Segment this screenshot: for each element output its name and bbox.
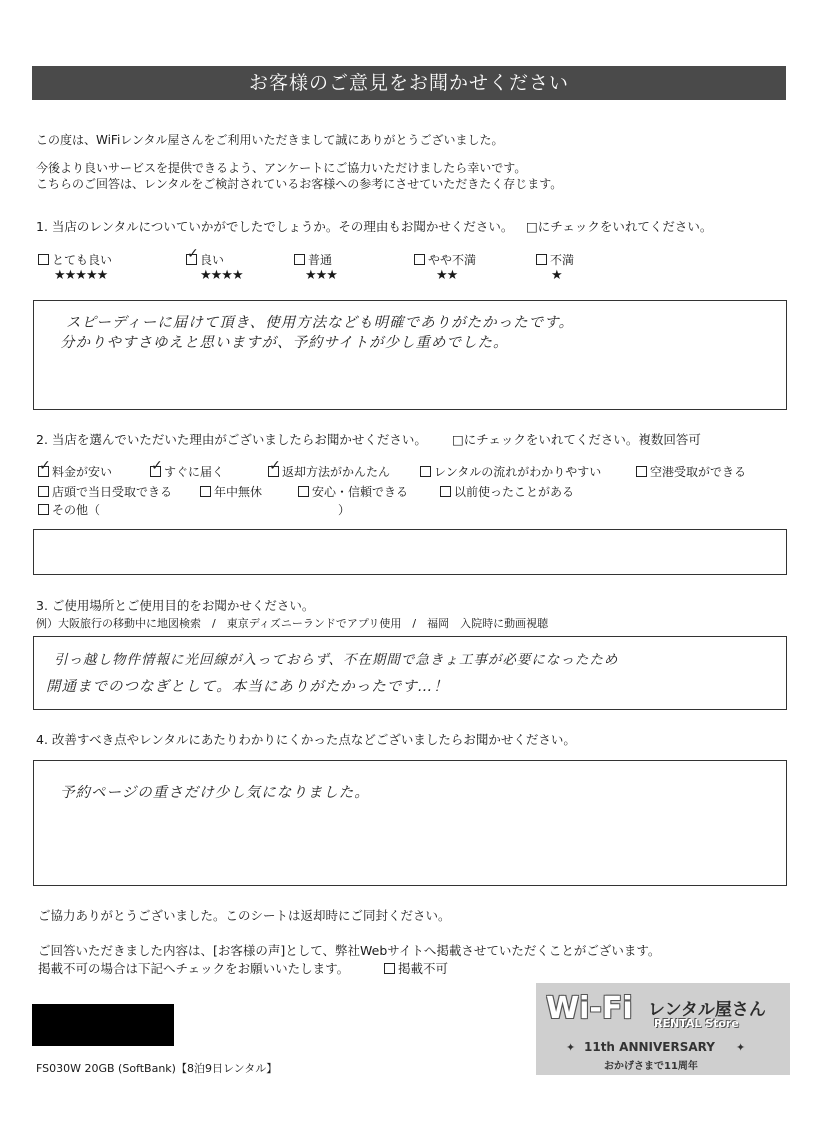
footer-notice-1: ご回答いただきました内容は、[お客様の声]として、弊社Webサイトへ掲載させていただくことがございます。 — [38, 943, 661, 958]
q1-stars-somewhat-unsatisfied: ★★ — [436, 268, 458, 283]
q4-answer-line-1: 予約ページの重さだけ少し気になりました。 — [60, 785, 370, 801]
q2-checkbox-easy-return[interactable] — [268, 466, 279, 477]
q1-instruction: □にチェックをいれてください。 — [526, 219, 713, 234]
q2-option-cheap[interactable]: ✓料金が安い — [38, 463, 112, 480]
logo-name: レンタル屋さん — [648, 1000, 766, 1020]
q2-checkbox-trustworthy[interactable] — [298, 486, 309, 497]
q2-answer-box[interactable] — [33, 529, 787, 575]
q2-checkbox-same-day-store[interactable] — [38, 486, 49, 497]
q2-checkbox-used-before[interactable] — [440, 486, 451, 497]
brand-logo — [536, 983, 790, 1075]
q1-option-average[interactable]: 普通 — [294, 251, 332, 268]
optout-checkbox[interactable] — [384, 963, 395, 974]
q4-answer-box[interactable] — [33, 760, 787, 886]
q1-option-good[interactable]: ✓良い — [186, 251, 224, 268]
q3-answer-line-2: 開通までのつなぎとして。本当にありがたかったです…！ — [46, 679, 449, 695]
q1-question: 1. 当店のレンタルについていかがでしたでしょうか。その理由もお聞かせください。 — [36, 219, 514, 234]
q1-stars-average: ★★★ — [305, 268, 337, 283]
q1-answer-line-1: スピーディーに届けて頂き、使用方法なども明確でありがたかったです。 — [66, 315, 575, 331]
redacted-block — [32, 1004, 174, 1046]
q1-checkbox-very-good[interactable] — [38, 254, 49, 265]
q2-checkbox-other[interactable] — [38, 504, 49, 515]
q2-option-clear-flow[interactable]: レンタルの流れがわかりやすい — [420, 463, 601, 480]
product-info: FS030W 20GB (SoftBank)【8泊9日レンタル】 — [36, 1062, 278, 1075]
q2-option-fast-delivery[interactable]: ✓ すぐに届く — [150, 463, 224, 480]
q1-checkbox-good[interactable] — [186, 254, 197, 265]
q2-checkbox-fast-delivery[interactable] — [150, 466, 161, 477]
intro-line-2: 今後より良いサービスを提供できるよう、アンケートにご協力いただけましたら幸いです。 — [36, 161, 527, 175]
page-title: お客様のご意見をお聞かせください — [32, 66, 786, 100]
optout-option[interactable]: 掲載不可 — [384, 959, 448, 977]
q2-option-trustworthy[interactable]: 安心・信頼できる — [298, 483, 408, 500]
q1-checkbox-average[interactable] — [294, 254, 305, 265]
q3-example: 例）大阪旅行の移動中に地図検索 / 東京ディズニーランドでアプリ使用 / 福岡 入院時に動画視聴 — [36, 617, 549, 630]
q2-checkbox-cheap[interactable] — [38, 466, 49, 477]
intro-line-1: この度は、WiFiレンタル屋さんをご利用いただきまして誠にありがとうございました。 — [36, 133, 504, 147]
footer-notice-2: 掲載不可の場合は下記へチェックをお願いいたします。 — [38, 961, 350, 976]
q2-question: 2. 当店を選んでいただいた理由がございましたらお聞かせください。 — [36, 432, 427, 447]
q2-checkbox-clear-flow[interactable] — [420, 466, 431, 477]
q1-checkbox-somewhat-unsatisfied[interactable] — [414, 254, 425, 265]
q1-option-very-good[interactable]: とても良い — [38, 251, 112, 268]
q2-option-open-all-year[interactable]: 年中無休 — [200, 483, 262, 500]
logo-store: RENTAL Store — [654, 1017, 739, 1030]
q1-stars-very-good: ★★★★★ — [54, 268, 108, 283]
q2-option-other[interactable]: その他（ — [38, 501, 100, 518]
q1-answer-box[interactable] — [33, 300, 787, 410]
q2-checkbox-open-all-year[interactable] — [200, 486, 211, 497]
logo-anniversary: 11th ANNIVERSARY — [584, 1040, 715, 1054]
q3-answer-line-1: 引っ越し物件情報に光回線が入っておらず、不在期間で急きょ工事が必要になったため — [54, 652, 619, 668]
sparkle-icon: ✦ — [736, 1041, 746, 1054]
q2-other-close: ） — [338, 503, 351, 517]
q4-question: 4. 改善すべき点やレンタルにあたりわかりにくかった点などございましたらお聞かせください。 — [36, 732, 576, 747]
q2-option-used-before[interactable]: 以前使ったことがある — [440, 483, 574, 500]
q2-option-airport-pickup[interactable]: 空港受取ができる — [636, 463, 746, 480]
q3-question: 3. ご使用場所とご使用目的をお聞かせください。 — [36, 598, 315, 613]
q3-answer-box[interactable] — [33, 636, 787, 710]
q2-option-easy-return[interactable]: ✓ 返却方法がかんたん — [268, 463, 390, 480]
q2-option-same-day-store[interactable]: 店頭で当日受取できる — [38, 483, 172, 500]
q1-stars-unsatisfied: ★ — [551, 268, 562, 283]
sparkle-icon: ✦ — [566, 1041, 576, 1054]
q1-option-somewhat-unsatisfied[interactable]: やや不満 — [414, 251, 476, 268]
q1-option-unsatisfied[interactable]: 不満 — [536, 251, 574, 268]
q1-stars-good: ★★★★ — [200, 268, 243, 283]
q1-answer-line-2: 分かりやすさゆえと思いますが、予約サイトが少し重めでした。 — [60, 335, 509, 351]
intro-line-3: こちらのご回答は、レンタルをご検討されているお客様への参考にさせていただきたく存じます。 — [36, 177, 563, 191]
q2-checkbox-airport-pickup[interactable] — [636, 466, 647, 477]
logo-thanks: おかげさまで11周年 — [604, 1061, 698, 1072]
logo-wifi-text: Wi-Fi — [546, 991, 633, 1026]
q2-instruction: □にチェックをいれてください。複数回答可 — [452, 432, 701, 447]
q1-checkbox-unsatisfied[interactable] — [536, 254, 547, 265]
footer-thanks: ご協力ありがとうございました。このシートは返却時にご同封ください。 — [38, 908, 451, 923]
